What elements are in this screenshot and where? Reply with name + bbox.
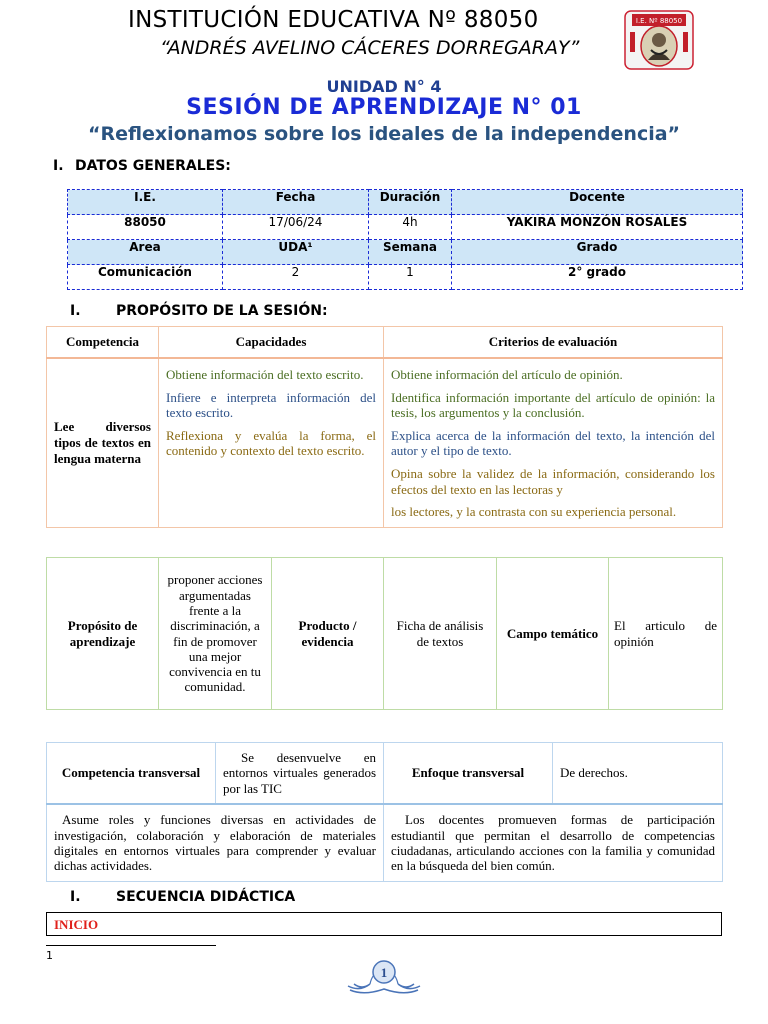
proposito-label: Propósito de aprendizaje xyxy=(47,558,159,710)
criterio-item: Explica acerca de la información del texto, la intención del autor y el tipo de texto. xyxy=(391,427,715,459)
producto-value: Ficha de análisis de textos xyxy=(384,558,497,710)
criterio-item: Obtiene información del artículo de opinión. xyxy=(391,367,623,382)
header-duracion: Duración xyxy=(369,190,452,215)
section-1-title: DATOS GENERALES: xyxy=(75,158,231,174)
table-row xyxy=(47,358,723,527)
table-row xyxy=(68,265,743,290)
header-competencia: Competencia xyxy=(47,327,159,359)
competencia-value: Lee diversos tipos de textos en lengua materna xyxy=(47,358,159,527)
page-number-ornament xyxy=(344,956,424,996)
section-1-number: I. xyxy=(53,158,64,174)
competencia-transversal-label: Competencia transversal xyxy=(47,743,216,805)
criterio-item: Opina sobre la validez de la información, considerando los efectos del texto en las lectoras y xyxy=(391,465,715,497)
header-docente: Docente xyxy=(452,190,743,215)
value-area: Comunicación xyxy=(68,265,223,290)
unit-title: UNIDAD N° 4 xyxy=(326,77,442,96)
section-2-title: PROPÓSITO DE LA SESIÓN: xyxy=(116,303,328,319)
capacidad-item: Obtiene información del texto escrito. xyxy=(166,367,364,382)
section-3-number: I. xyxy=(70,889,81,905)
header-grado: Grado xyxy=(452,240,743,265)
header-criterios: Criterios de evaluación xyxy=(384,327,723,359)
header-semana: Semana xyxy=(369,240,452,265)
competencia-description: Asume roles y funciones diversas en actividades de investigación, colaboración y elaboración de materiales digitales en entornos virtuales para comprender y evaluar dichas actividades. xyxy=(47,804,384,882)
table-row xyxy=(47,327,723,359)
capacidad-item: Reflexiona y evalúa la forma, el contenido y contexto del texto escrito. xyxy=(166,427,376,459)
table-row xyxy=(68,240,743,265)
page-number: 1 xyxy=(380,965,388,980)
value-fecha: 17/06/24 xyxy=(223,215,369,240)
criterio-item: Identifica información importante del artículo de opinión: la tesis, los argumentos y la conclusión. xyxy=(391,389,715,421)
campo-label: Campo temático xyxy=(497,558,609,710)
general-data-table xyxy=(67,189,743,290)
table-row xyxy=(68,190,743,215)
value-docente: YAKIRA MONZÓN ROSALES xyxy=(452,215,743,240)
header-fecha: Fecha xyxy=(223,190,369,215)
header-area: Area xyxy=(68,240,223,265)
logo-text: I.E. Nº 88050 xyxy=(635,17,683,25)
capacidades-cell xyxy=(159,358,384,527)
campo-value: El articulo de opinión xyxy=(609,558,723,710)
table-row xyxy=(47,558,723,710)
proposito-value: proponer acciones argumentadas frente a la discriminación, a fin de promover una mejor convivencia en tu comunidad. xyxy=(159,558,272,710)
criterios-cell xyxy=(384,358,723,527)
table-row xyxy=(68,215,743,240)
institution-patron: “ANDRÉS AVELINO CÁCERES DORREGARAY” xyxy=(160,37,580,59)
learning-purpose-table xyxy=(46,557,723,710)
enfoque-transversal-value: De derechos. xyxy=(553,743,723,805)
competencia-transversal-value: Se desenvuelve en entornos virtuales generados por las TIC xyxy=(216,743,384,805)
inicio-label: INICIO xyxy=(54,917,99,932)
value-uda: 2 xyxy=(223,265,369,290)
value-semana: 1 xyxy=(369,265,452,290)
table-row xyxy=(47,804,723,882)
value-duracion: 4h xyxy=(369,215,452,240)
footnote: 1 xyxy=(46,949,53,962)
enfoque-transversal-label: Enfoque transversal xyxy=(384,743,553,805)
header-capacidades: Capacidades xyxy=(159,327,384,359)
inicio-box xyxy=(46,912,722,936)
producto-label: Producto / evidencia xyxy=(272,558,384,710)
section-2-number: I. xyxy=(70,303,81,319)
criterio-item: los lectores, y la contrasta con su experiencia personal. xyxy=(391,504,677,520)
value-ie: 88050 xyxy=(68,215,223,240)
capacidad-item: Infiere e interpreta información del texto escrito. xyxy=(166,389,376,421)
session-theme: “Reflexionamos sobre los ideales de la independencia” xyxy=(87,123,681,145)
transversal-table xyxy=(46,742,723,882)
header-ie: I.E. xyxy=(68,190,223,215)
header-uda: UDA¹ xyxy=(223,240,369,265)
institution-name: INSTITUCIÓN EDUCATIVA Nº 88050 xyxy=(128,7,539,33)
purpose-table xyxy=(46,326,723,528)
section-3-title: SECUENCIA DIDÁCTICA xyxy=(116,889,296,905)
table-row xyxy=(47,743,723,805)
footnote-separator xyxy=(46,945,216,946)
enfoque-description: Los docentes promueven formas de participación estudiantil que permitan el desarrollo de competencias ciudadanas, articulando acciones con la familia y comunidad en la búsqueda del bien común. xyxy=(384,804,723,882)
school-logo xyxy=(624,10,694,70)
value-grado: 2° grado xyxy=(452,265,743,290)
session-title: SESIÓN DE APRENDIZAJE N° 01 xyxy=(186,95,582,120)
